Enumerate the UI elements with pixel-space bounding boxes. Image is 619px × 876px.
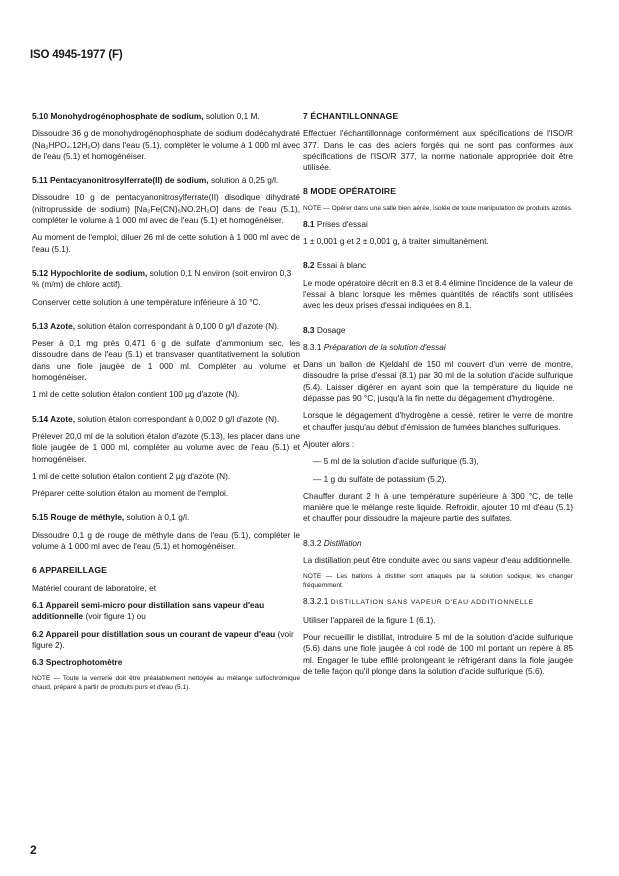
section-8-3-2-1-text-1: Utiliser l'appareil de la figure 1 (6.1).	[303, 614, 436, 625]
right-column	[303, 111, 573, 683]
section-5-15-heading: 5.15 Rouge de méthyle, solution à 0,1 g/l.	[32, 512, 190, 523]
section-5-14-text-3: Préparer cette solution étalon au moment de l'emploi.	[32, 488, 229, 499]
section-6-text: Matériel courant de laboratoire, et	[32, 582, 157, 593]
section-8-3-2-1-text-2: Pour recueillir le distillat, introduire 5 ml de la solution d'acide sulfurique (5.6) dans une fiole jaugée à col rodé de 100 ml portant un repère à 85 ml. Engager le tube effilé prolongeant le réfrigérant dans la fiole jaugée de telle façon qu'il plonge dans la solution d'acide sulfurique (5.6).	[303, 631, 573, 676]
section-5-11-heading: 5.11 Pentacyanonitrosylferrate(II) de sodium, solution à 0,25 g/l.	[32, 175, 279, 186]
section-7-heading: 7 ÉCHANTILLONNAGE	[303, 111, 399, 121]
section-8-note: NOTE — Opérer dans une salle bien aérée, isolée de toute manipulation de produits azotés.	[303, 204, 573, 212]
section-6-2-heading: 6.2 Appareil pour distillation sous un courant de vapeur d'eau (voir figure 2).	[32, 628, 294, 650]
section-5-13-text-1: Peser à 0,1 mg près 0,471 6 g de sulfate d'ammonium sec, les dissoudre dans de l'eau (5.1) et transvaser quantitativement la solution dans une fiole jaugée de 1 000 ml. Compléter au volume et homogénéiser.	[32, 338, 300, 383]
section-8-3-1-text-4: Chauffer durant 2 h à une température supérieure à 300 °C, de telle manière que le mélange reste liquide. Refroidir, ajouter 10 ml d'eau (5.1) et chauffer pour dissoudre la majeure partie des sulfates.	[303, 490, 573, 524]
section-5-12-text: Conserver cette solution à une température inférieure à 10 °C.	[32, 296, 261, 307]
section-5-14-text-1: Prélever 20,0 ml de la solution étalon d'azote (5.13), les placer dans une fiole jaugée de 1 000 ml, compléter au volume avec de l'eau (5.1) et homogénéiser.	[32, 430, 300, 464]
section-8-3-2-text: La distillation peut être conduite avec ou sans vapeur d'eau additionnelle.	[303, 555, 573, 566]
section-6-3-heading: 6.3 Spectrophotomètre	[32, 657, 123, 668]
section-5-11-text-1: Dissoudre 10 g de pentacyanonitrosylferrate(II) disodique dihydraté (nitroprusside de sodium) [Na₂Fe(CN)₅NO.2H₂O] dans de l'eau (5.1), compléter le volume à 1 000 ml avec de l'eau (5.1) et homogénéiser.	[32, 192, 300, 226]
section-8-heading: 8 MODE OPÉRATOIRE	[303, 186, 397, 197]
section-5-14-heading: 5.14 Azote, solution étalon correspondant à 0,002 0 g/l d'azote (N).	[32, 413, 280, 424]
page-number: 2	[30, 843, 37, 857]
section-8-3-2-1-heading: 8.3.2.1 DISTILLATION SANS VAPEUR D'EAU ADDITIONNELLE	[303, 596, 535, 607]
section-8-1-text: 1 ± 0,001 g et 2 ± 0,001 g, à traiter simultanément.	[303, 236, 489, 247]
section-5-11-text-2: Au moment de l'emploi, diluer 26 ml de cette solution à 1 000 ml avec de l'eau (5.1).	[32, 232, 300, 254]
section-5-13-text-2: 1 ml de cette solution étalon contient 100 μg d'azote (N).	[32, 389, 240, 400]
section-8-3-2-heading: 8.3.2 Distillation	[303, 537, 362, 548]
section-5-13-heading: 5.13 Azote, solution étalon correspondant à 0,100 0 g/l d'azote (N).	[32, 320, 280, 331]
section-5-14-text-2: 1 ml de cette solution étalon contient 2 μg d'azote (N).	[32, 470, 231, 481]
section-8-3-1-text-1: Dans un ballon de Kjeldahl de 150 ml couvert d'un verre de montre, dissoudre la prise d'essai (8.1) par 30 ml de la solution d'acide sulfurique (5.4). Laisser digérer en ayant soin que la température du liquide ne dépasse pas 90 °C, jusqu'à la fin nette du dégagement d'hydrogène.	[303, 359, 573, 404]
section-5-12-heading: 5.12 Hypochlorite de sodium, solution 0,1 N environ (soit environ 0,3 % (m/m) de chlore actif).	[32, 267, 292, 290]
section-8-3-1-heading: 8.3.1 Préparation de la solution d'essai	[303, 341, 446, 352]
section-6-heading: 6 APPAREILLAGE	[32, 565, 107, 576]
section-8-1-heading: 8.1 Prises d'essai	[303, 218, 368, 229]
section-5-10-heading: 5.10 Monohydrogénophosphate de sodium, solution 0,1 M.	[32, 111, 260, 121]
section-6-3-note: NOTE — Toute la verrerie doit être préalablement nettoyée au mélange sulfochromique chaud, préparé à partir de produits purs et d'eau (5.1).	[32, 675, 300, 692]
section-5-10-text: Dissoudre 36 g de monohydrogénophosphate de sodium dodécahydraté (Na₂HPO₄.12H₂O) dans l'eau (5.1), compléter le volume à 1 000 ml avec de l'eau (5.1) et homogénéiser.	[32, 128, 300, 161]
section-8-3-heading: 8.3 Dosage	[303, 324, 346, 335]
section-8-3-1-text-2: Lorsque le dégagement d'hydrogène a cessé, retirer le verre de montre et chauffer jusqu'au début d'émission de fumées blanches sulfuriques.	[303, 410, 573, 432]
section-7-text: Effectuer l'échantillonnage conformément aux spécifications de l'ISO/R 377. Dans le cas des aciers forgés qui ne sont pas conformes aux spécifications de l'ISO/R 377, la norme nationale appropriée doit être utilisée.	[303, 128, 573, 173]
left-column	[32, 111, 300, 698]
section-8-2-text: Le mode opératoire décrit en 8.3 et 8.4 élimine l'incidence de la valeur de l'essai à blanc lorsque les mêmes quantités de réactifs sont utilisées avec les deux prises d'essai indiquées en 8.1.	[303, 277, 573, 311]
document-header: ISO 4945-1977 (F)	[30, 49, 123, 61]
section-8-3-1-bullet-1: — 5 ml de la solution d'acide sulfurique (5.3),	[313, 456, 479, 467]
section-6-1-heading: 6.1 Appareil semi-micro pour distillation sans vapeur d'eau additionnelle (voir figure 1) ou	[32, 599, 265, 622]
section-8-3-1-text-3: Ajouter alors :	[303, 438, 355, 449]
section-8-3-1-bullet-2: — 1 g du sulfate de potassium (5.2).	[313, 473, 447, 484]
section-8-2-heading: 8.2 Essai à blanc	[303, 260, 367, 271]
section-8-3-2-note: NOTE — Les ballons à distiller sont attaqués par la solution sodique; les changer fréquemment.	[303, 573, 573, 590]
section-5-15-text: Dissoudre 0,1 g de rouge de méthyle dans de l'eau (5.1), compléter le volume à 1 000 ml avec de l'eau (5.1) et homogénéiser.	[32, 529, 300, 552]
